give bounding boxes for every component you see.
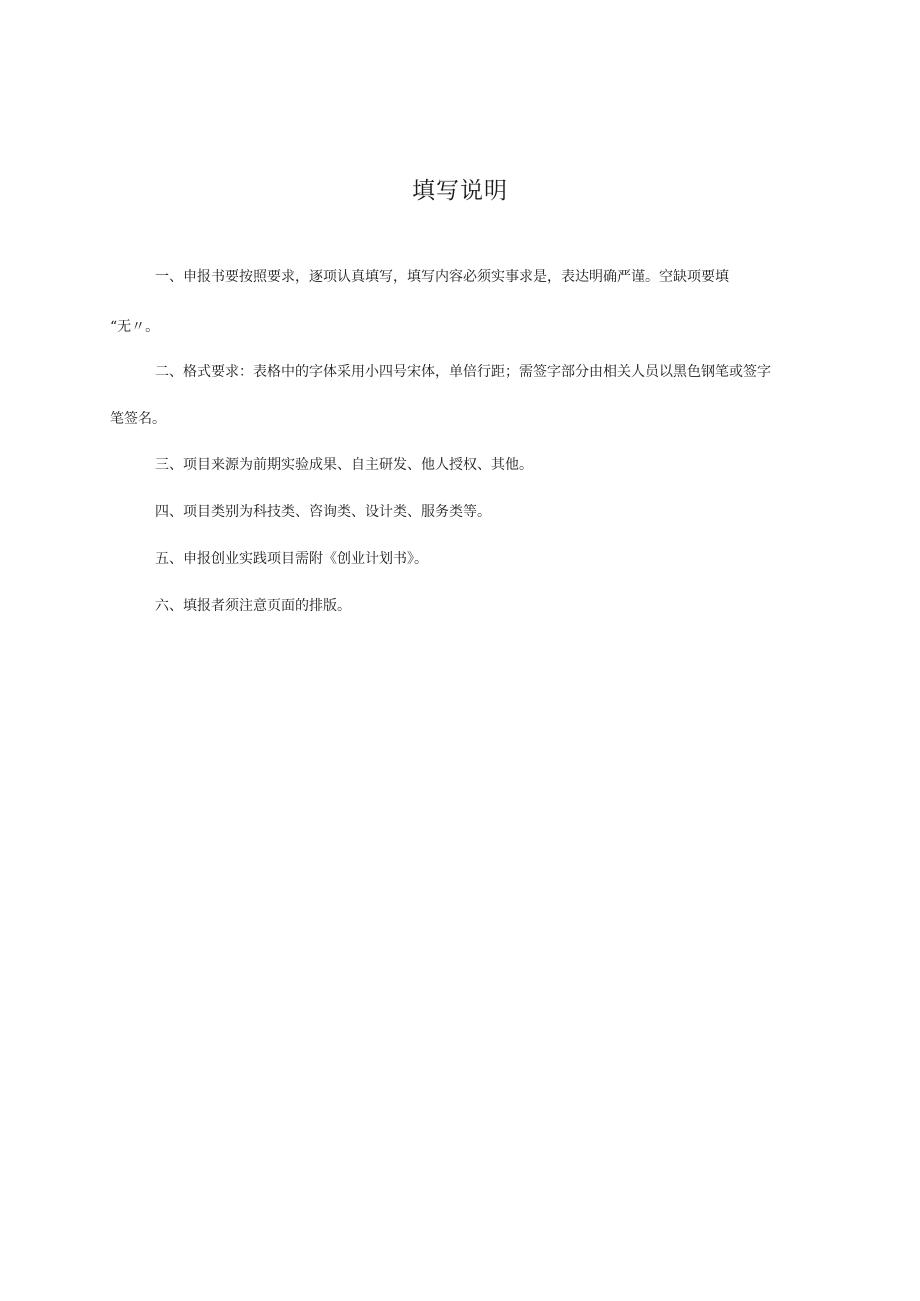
instruction-item-1-line-1: 一、申报书要按照要求，逐项认真填写，填写内容必须实事求是，表达明确严谨。空缺项要填	[155, 269, 729, 285]
instruction-item-1-line-2: “无〃。	[110, 319, 160, 335]
instruction-item-2	[110, 362, 836, 429]
instruction-item-6-line-1: 六、填报者须注意页面的排版。	[155, 598, 351, 614]
instruction-item-5	[110, 549, 836, 569]
instruction-item-1	[110, 267, 836, 337]
instruction-item-6	[110, 596, 836, 616]
instruction-item-5-line-1: 五、申报创业实践项目需附《创业计划书》。	[155, 551, 428, 567]
instruction-item-3-line-1: 三、项目来源为前期实验成果、自主研发、他人授权、其他。	[155, 457, 533, 473]
instruction-item-2-line-1: 二、格式要求：表格中的字体采用小四号宋体，单倍行距；需签字部分由相关人员以黑色钢笔或签字	[155, 364, 771, 380]
instruction-item-3	[110, 455, 836, 475]
instruction-item-2-line-2: 笔签名。	[110, 411, 166, 427]
page-title: 填写说明	[412, 178, 508, 204]
instruction-item-4-line-1: 四、项目类别为科技类、咨询类、设计类、服务类等。	[155, 504, 491, 520]
instruction-item-4	[110, 502, 836, 522]
